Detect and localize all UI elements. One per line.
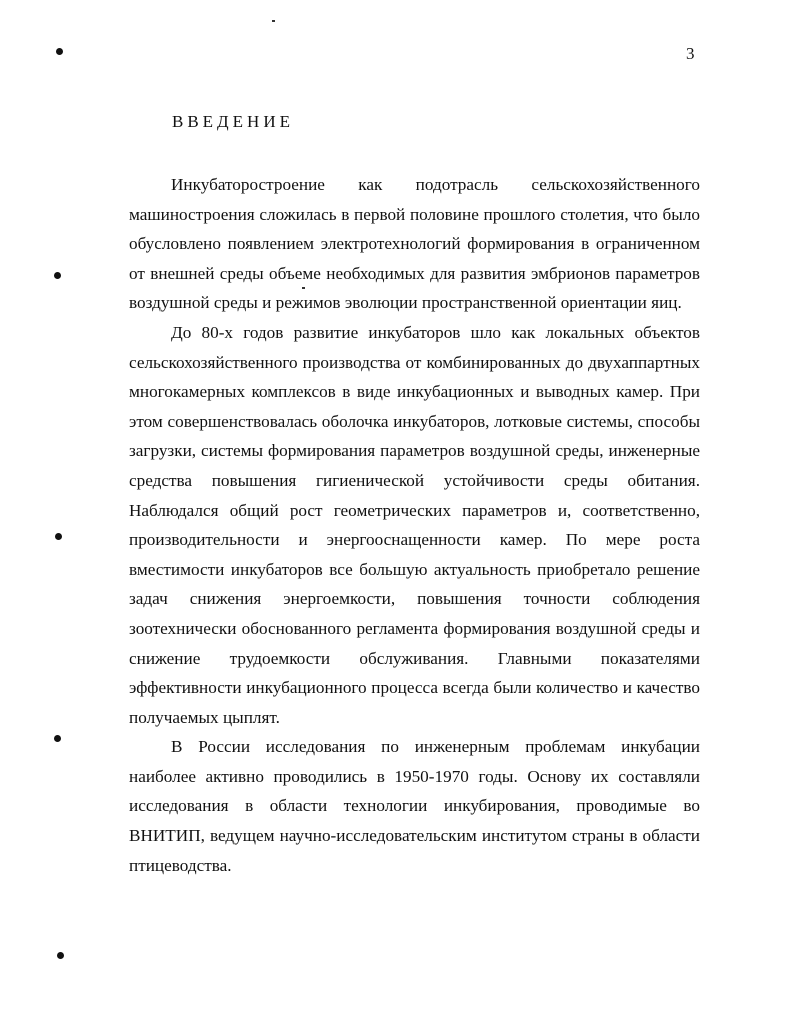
- binding-hole-mark: [56, 48, 63, 55]
- binding-hole-mark: [57, 952, 64, 959]
- paragraph: Инкубаторостроение как подотрасль сельскохозяйственного машиностроения сложилась в первой половине прошлого столетия, что было обусловлено появлением электротехнологий формирования в ограниченном от внешней среды объеме необходимых для развития эмбрионов параметров воздушной среды и режимов эволюции пространственной ориентации яиц.: [129, 175, 700, 313]
- paragraph: До 80-х годов развитие инкубаторов шло как локальных объектов сельскохозяйственного производства от комбинированных до двухаппартных многокамерных комплексов в виде инкубационных и выводных камер. При этом совершенствовалась оболочка инкубаторов, лотковые системы, способы загрузки, системы формирования параметров воздушной среды, инженерные средства повышения гигиенической устойчивости среды обитания. Наблюдался общий рост геометрических параметров и, соответственно, производительности и энергооснащенности камер. По мере роста вместимости инкубаторов все большую актуальность приобретало решение задач снижения энергоемкости, повышения точности соблюдения зоотехнически обоснованного регламента формирования воздушной среды и снижение трудоемкости обслуживания. Главными показателями эффективности инкубационного процесса всегда были количество и качество получаемых цыплят.: [129, 322, 700, 727]
- body-text: [129, 170, 700, 880]
- scan-speck: [272, 20, 275, 22]
- binding-hole-mark: [55, 533, 62, 540]
- binding-hole-mark: [54, 735, 61, 742]
- paragraph: В России исследования по инженерным проблемам инкубации наиболее активно проводились в 1950-1970 годы. Основу их составляли исследования в области технологии инкубирования, проводимые во ВНИТИП, ведущем научно-исследовательским институтом страны в области птицеводства.: [129, 737, 700, 875]
- page-number: 3: [686, 44, 695, 63]
- binding-hole-mark: [54, 272, 61, 279]
- section-heading: ВВЕДЕНИЕ: [172, 112, 294, 131]
